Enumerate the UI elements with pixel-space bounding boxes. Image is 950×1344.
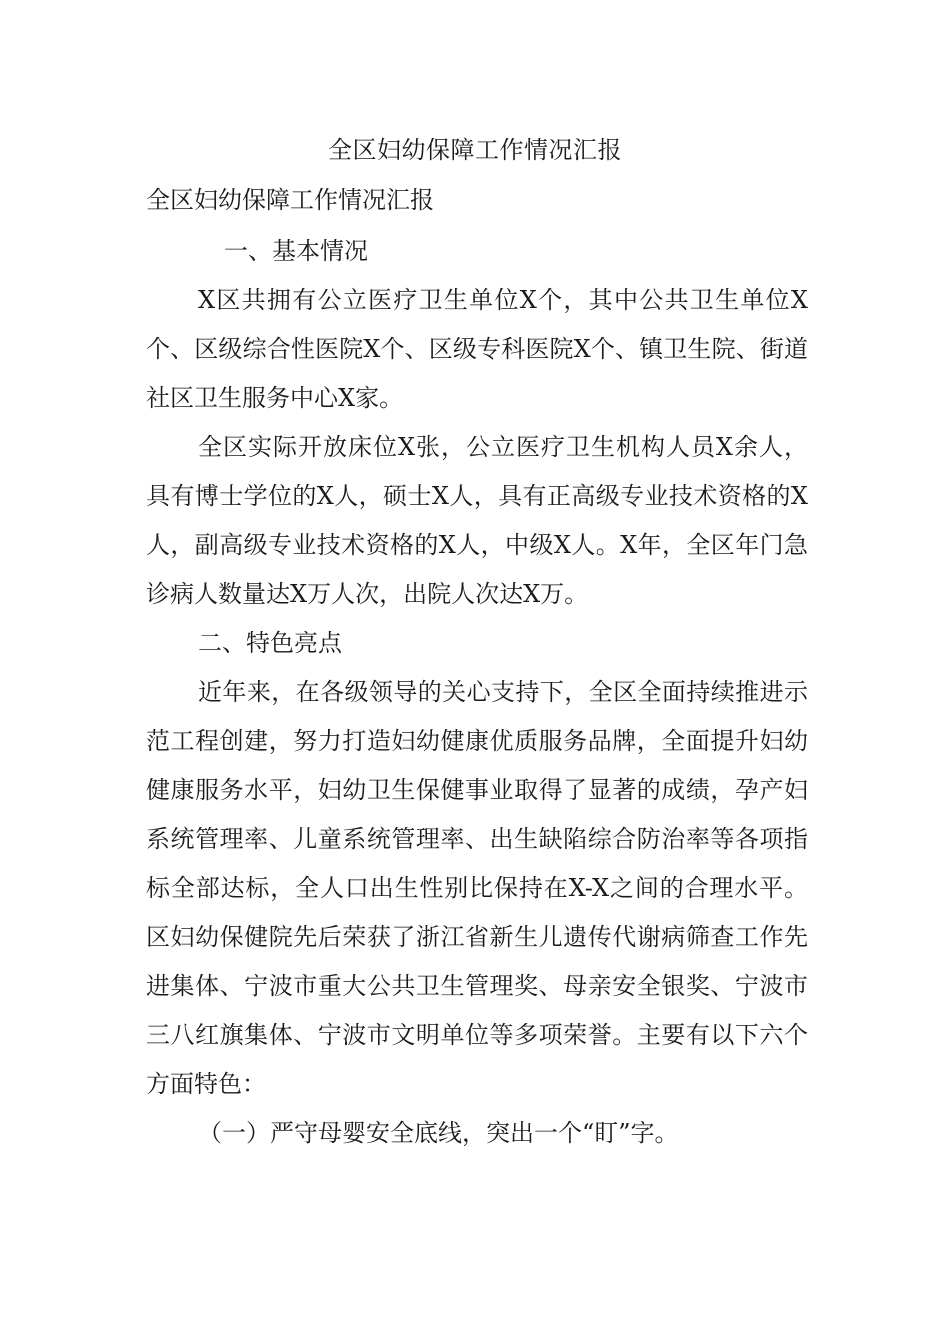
paragraph-beds-staff: 全区实际开放床位X张，公立医疗卫生机构人员X余人，具有博士学位的X人，硕士X人，具有正高级专业技术资格的X人，副高级专业技术资格的X人，中级X人。X年，全区年门急诊病人数量达X万人次，出院人次达X万。 <box>146 433 808 608</box>
document-subtitle: 全区妇幼保障工作情况汇报 <box>146 186 434 214</box>
paragraph-achievements: 近年来，在各级领导的关心支持下，全区全面持续推进示范工程创建，努力打造妇幼健康优质服务品牌，全面提升妇幼健康服务水平，妇幼卫生保健事业取得了显著的成绩，孕产妇系统管理率、儿童系统管理率、出生缺陷综合防治率等各项指标全部达标，全人口出生性别比保持在X-X之间的合理水平。区妇幼保健院先后荣获了浙江省新生儿遗传代谢病筛查工作先进集体、宁波市重大公共卫生管理奖、母亲安全银奖、宁波市三八红旗集体、宁波市文明单位等多项荣誉。主要有以下六个方面特色： <box>146 678 808 1098</box>
section-heading-highlights: 二、特色亮点 <box>198 629 342 657</box>
document-title: 全区妇幼保障工作情况汇报 <box>328 136 622 164</box>
document-body <box>146 227 808 1158</box>
section-heading-basic: 一、基本情况 <box>224 237 368 265</box>
paragraph-institutions: X区共拥有公立医疗卫生单位X个，其中公共卫生单位X个、区级综合性医院X个、区级专科医院X个、镇卫生院、街道社区卫生服务中心X家。 <box>146 286 808 412</box>
subsection-heading-1: （一）严守母婴安全底线，突出一个“盯”字。 <box>198 1119 679 1147</box>
